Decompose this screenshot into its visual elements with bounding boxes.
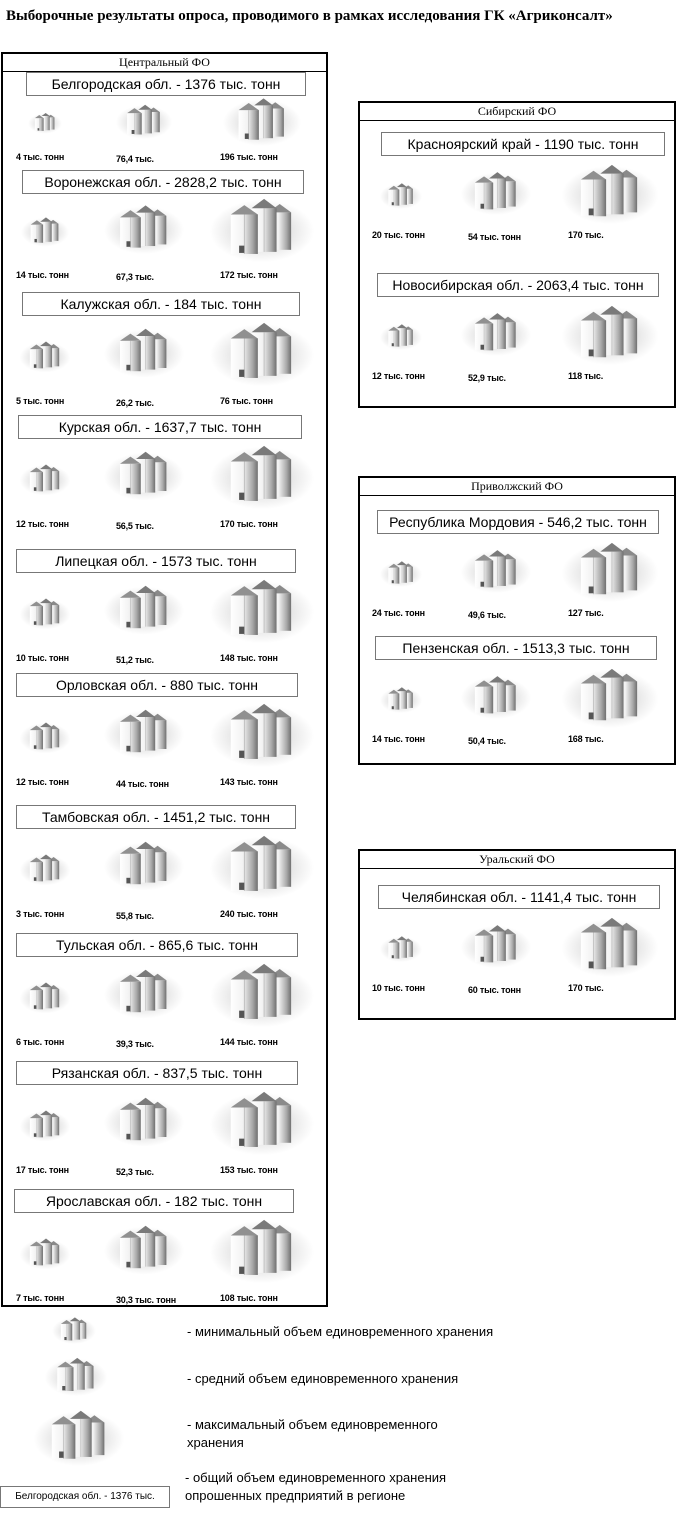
silo-max-icon	[558, 303, 662, 365]
avg-volume-label: 26,2 тыс.	[116, 398, 154, 408]
silo-min-icon	[18, 112, 72, 134]
region-total-box: Липецкая обл. - 1573 тыс. тонн	[16, 549, 296, 573]
min-volume-label: 10 тыс. тонн	[372, 983, 425, 993]
silo-max-icon	[558, 162, 662, 224]
silo-max-icon	[210, 829, 314, 903]
region-total-box: Новосибирская обл. - 2063,4 тыс. тонн	[377, 273, 659, 297]
legend-max-text: - максимальный объем единовременного хранения	[187, 1417, 438, 1450]
silo-min-icon	[18, 1237, 72, 1269]
silo-max-icon	[210, 697, 314, 771]
silo-min-icon	[374, 935, 428, 962]
max-volume-label: 144 тыс. тонн	[220, 1037, 278, 1047]
silo-max-icon	[558, 915, 662, 977]
silo-max-icon	[210, 96, 314, 146]
silo-min-icon	[374, 560, 428, 587]
silo-avg-icon	[104, 103, 184, 139]
min-volume-label: 12 тыс. тонн	[16, 777, 69, 787]
max-volume-label: 118 тыс.	[568, 371, 604, 381]
region-total-box: Тамбовская обл. - 1451,2 тыс. тонн	[16, 805, 296, 829]
avg-volume-label: 50,4 тыс.	[468, 736, 506, 746]
avg-volume-label: 55,8 тыс.	[116, 911, 154, 921]
min-volume-label: 12 тыс. тонн	[372, 371, 425, 381]
legend-avg-text: - средний объем единовременного хранения	[187, 1371, 459, 1386]
silo-min-icon	[18, 216, 72, 247]
max-volume-label: 143 тыс. тонн	[220, 777, 278, 787]
avg-volume-label: 52,3 тыс.	[116, 1167, 154, 1177]
silo-avg-icon	[104, 966, 184, 1020]
district-title: Приволжский ФО	[360, 478, 674, 496]
silo-min-icon	[18, 463, 72, 495]
legend-total-text: - общий объем единовременного хранения опрошенных предприятий в регионе	[185, 1470, 447, 1503]
region-total-box: Ярославская обл. - 182 тыс. тонн	[14, 1189, 294, 1213]
silo-avg-icon	[104, 1222, 184, 1276]
max-volume-label: 196 тыс. тонн	[220, 152, 278, 162]
avg-volume-label: 60 тыс. тонн	[468, 985, 521, 995]
max-volume-label: 170 тыс.	[568, 983, 604, 993]
max-volume-label: 148 тыс. тонн	[220, 653, 278, 663]
region-total-box: Челябинская обл. - 1141,4 тыс. тонн	[378, 885, 660, 909]
max-volume-label: 240 тыс. тонн	[220, 909, 278, 919]
legend-avg-silo-icon	[26, 1356, 126, 1396]
max-volume-label: 170 тыс. тонн	[220, 519, 278, 529]
max-volume-label: 108 тыс. тонн	[220, 1293, 278, 1303]
avg-volume-label: 44 тыс. тонн	[116, 779, 169, 789]
region-total-box: Калужская обл. - 184 тыс. тонн	[22, 292, 300, 316]
silo-avg-icon	[456, 923, 536, 968]
region-total-box: Республика Мордовия - 546,2 тыс. тонн	[377, 510, 659, 534]
silo-max-icon	[210, 957, 314, 1031]
silo-avg-icon	[104, 1094, 184, 1148]
min-volume-label: 6 тыс. тонн	[16, 1037, 65, 1047]
avg-volume-label: 51,2 тыс.	[116, 655, 154, 665]
silo-min-icon	[18, 340, 72, 372]
silo-max-icon	[210, 1213, 314, 1287]
legend-max-silo-icon	[14, 1408, 144, 1466]
silo-avg-icon	[104, 838, 184, 892]
avg-volume-label: 76,4 тыс.	[116, 154, 154, 164]
silo-avg-icon	[104, 203, 184, 254]
max-volume-label: 172 тыс. тонн	[220, 270, 278, 280]
silo-max-icon	[210, 1085, 314, 1159]
region-total-box: Белгородская обл. - 1376 тыс. тонн	[26, 72, 306, 96]
avg-volume-label: 52,9 тыс.	[468, 373, 506, 383]
avg-volume-label: 39,3 тыс.	[116, 1039, 154, 1049]
silo-avg-icon	[456, 674, 536, 719]
silo-min-icon	[18, 597, 72, 629]
avg-volume-label: 49,6 тыс.	[468, 610, 506, 620]
silo-min-icon	[18, 1109, 72, 1141]
silo-max-icon	[210, 573, 314, 647]
max-volume-label: 153 тыс. тонн	[220, 1165, 278, 1175]
silo-min-icon	[18, 981, 72, 1013]
silo-min-icon	[374, 182, 428, 209]
min-volume-label: 24 тыс. тонн	[372, 608, 425, 618]
avg-volume-label: 54 тыс. тонн	[468, 232, 521, 242]
silo-max-icon	[210, 316, 314, 390]
avg-volume-label: 67,3 тыс.	[116, 272, 154, 282]
silo-min-icon	[374, 323, 428, 350]
avg-volume-label: 56,5 тыс.	[116, 521, 154, 531]
min-volume-label: 12 тыс. тонн	[16, 519, 69, 529]
silo-max-icon	[210, 194, 314, 264]
silo-max-icon	[558, 540, 662, 602]
legend-total-sample-box: Белгородская обл. - 1376 тыс.	[0, 1486, 170, 1508]
max-volume-label: 127 тыс.	[568, 608, 604, 618]
region-total-box: Орловская обл. - 880 тыс. тонн	[16, 673, 298, 697]
max-volume-label: 76 тыс. тонн	[220, 396, 273, 406]
silo-avg-icon	[104, 582, 184, 636]
min-volume-label: 4 тыс. тонн	[16, 152, 65, 162]
silo-avg-icon	[456, 170, 536, 215]
legend-min-text: - минимальный объем единовременного хранения	[187, 1324, 494, 1339]
min-volume-label: 5 тыс. тонн	[16, 396, 65, 406]
avg-volume-label: 30,3 тыс. тонн	[116, 1295, 176, 1305]
min-volume-label: 14 тыс. тонн	[16, 270, 69, 280]
silo-avg-icon	[456, 548, 536, 593]
min-volume-label: 20 тыс. тонн	[372, 230, 425, 240]
region-total-box: Пензенская обл. - 1513,3 тыс. тонн	[375, 636, 657, 660]
min-volume-label: 10 тыс. тонн	[16, 653, 69, 663]
silo-min-icon	[18, 721, 72, 753]
page-title: Выборочные результаты опроса, проводимого в рамках исследования ГК «Агриконсалт»	[6, 8, 613, 24]
silo-max-icon	[210, 439, 314, 513]
silo-avg-icon	[104, 325, 184, 379]
silo-avg-icon	[104, 448, 184, 502]
min-volume-label: 7 тыс. тонн	[16, 1293, 65, 1303]
max-volume-label: 170 тыс.	[568, 230, 604, 240]
region-total-box: Красноярский край - 1190 тыс. тонн	[381, 132, 665, 156]
region-total-box: Воронежская обл. - 2828,2 тыс. тонн	[22, 170, 304, 194]
silo-avg-icon	[104, 706, 184, 760]
legend-min-silo-icon	[38, 1316, 110, 1344]
region-total-box: Курская обл. - 1637,7 тыс. тонн	[18, 415, 302, 439]
region-total-box: Тульская обл. - 865,6 тыс. тонн	[16, 933, 298, 957]
region-total-box: Рязанская обл. - 837,5 тыс. тонн	[16, 1061, 298, 1085]
silo-max-icon	[558, 666, 662, 728]
silo-min-icon	[374, 686, 428, 713]
silo-avg-icon	[456, 311, 536, 356]
min-volume-label: 17 тыс. тонн	[16, 1165, 69, 1175]
min-volume-label: 3 тыс. тонн	[16, 909, 65, 919]
district-title: Центральный ФО	[3, 54, 326, 72]
silo-min-icon	[18, 853, 72, 885]
min-volume-label: 14 тыс. тонн	[372, 734, 425, 744]
district-title: Уральский ФО	[360, 851, 674, 869]
max-volume-label: 168 тыс.	[568, 734, 604, 744]
district-title: Сибирский ФО	[360, 103, 674, 121]
